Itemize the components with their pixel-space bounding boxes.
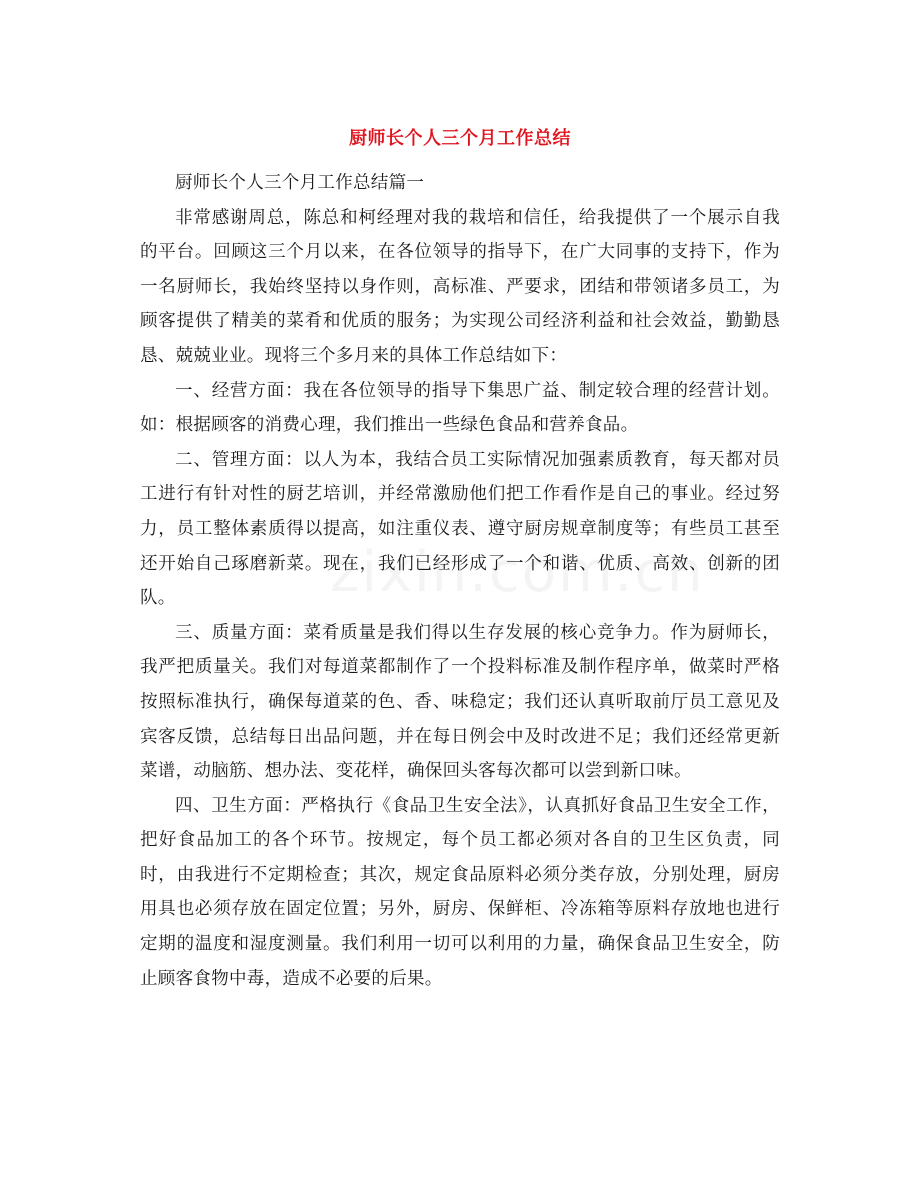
document-body [140, 166, 780, 996]
document-title: 厨师长个人三个月工作总结 [349, 128, 571, 149]
section-heading: 厨师长个人三个月工作总结篇一 [175, 173, 425, 193]
paragraph-operations: 一、经营方面：我在各位领导的指导下集思广益、制定较合理的经营计划。如：根据顾客的消费心理，我们推出一些绿色食品和营养食品。 [140, 380, 780, 436]
paragraph-intro: 非常感谢周总，陈总和柯经理对我的栽培和信任，给我提供了一个展示自我的平台。回顾这三个月以来，在各位领导的指导下，在广大同事的支持下，作为一名厨师长，我始终坚持以身作则，高标准、严要求，团结和带领诸多员工，为顾客提供了精美的菜肴和优质的服务；为实现公司经济利益和社会效益，勤勤恳恳、兢兢业业。现将三个多月来的具体工作总结如下： [140, 207, 780, 366]
paragraph-management: 二、管理方面：以人为本，我结合员工实际情况加强素质教育，每天都对员工进行有针对性的厨艺培训，并经常激励他们把工作看作是自己的事业。经过努力，员工整体素质得以提高，如注重仪表、遵守厨房规章制度等；有些员工甚至还开始自己琢磨新菜。现在，我们已经形成了一个和谐、优质、高效、创新的团队。 [140, 449, 780, 609]
paragraph-quality: 三、质量方面：菜肴质量是我们得以生存发展的核心竞争力。作为厨师长，我严把质量关。我们对每道菜都制作了一个投料标准及制作程序单，做菜时严格按照标准执行，确保每道菜的色、香、味稳定；我们还认真听取前厅员工意见及宾客反馈，总结每日出品问题，并在每日例会中及时改进不足；我们还经常更新菜谱，动脑筋、想办法、变花样，确保回头客每次都可以尝到新口味。 [140, 622, 780, 782]
paragraph-hygiene: 四、卫生方面：严格执行《食品卫生安全法》，认真抓好食品卫生安全工作，把好食品加工的各个环节。按规定，每个员工都必须对各自的卫生区负责，同时，由我进行不定期检查；其次，规定食品原料必须分类存放，分别处理，厨房用具也必须存放在固定位置；另外，厨房、保鲜柜、冷冻箱等原料存放地也进行定期的温度和湿度测量。我们利用一切可以利用的力量，确保食品卫生安全，防止顾客食物中毒，造成不必要的后果。 [140, 795, 780, 989]
